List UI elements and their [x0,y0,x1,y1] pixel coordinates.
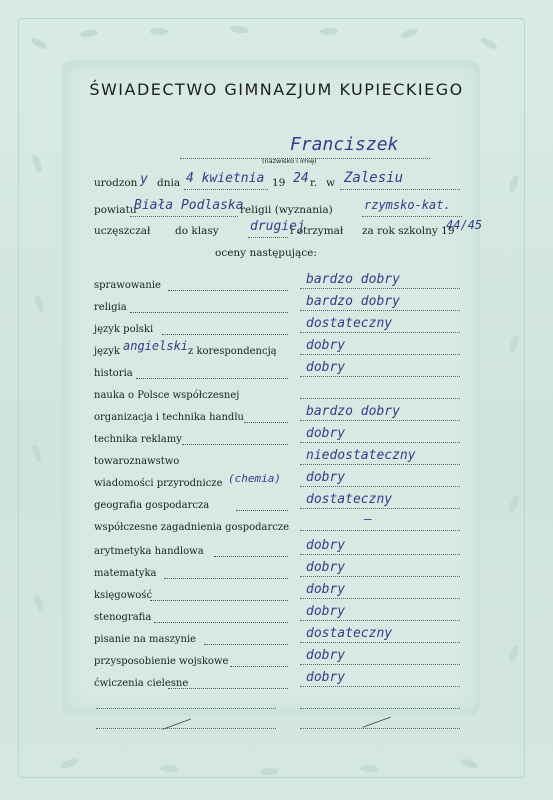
subject-label: księgowość [94,590,153,601]
subject-grade: bardzo dobry [306,272,400,287]
leader-dots [130,312,288,313]
science-specifier: (chemia) [228,472,281,485]
place-underline [340,189,460,190]
subject-grade: dobry [306,538,346,553]
subject-label: pisanie na maszynie [94,634,197,645]
leader-dots [214,556,288,557]
leader-dots [136,378,288,379]
class-underline [248,237,288,238]
grade-line [300,530,460,531]
day-label: dnia [157,177,181,189]
born-label: urodzon [94,177,138,189]
subject-grade: dobry [306,426,346,441]
born-suffix: y [140,172,148,187]
leader-dots [244,422,288,423]
subject-grade: dobry [306,560,346,575]
grade-line [300,620,460,621]
subject-grade: dobry [306,648,346,663]
subject-label: arytmetyka handlowa [94,546,204,557]
grade-line [300,508,460,509]
subject-grade: bardzo dobry [306,294,400,309]
leaf-ornament [360,765,378,772]
grade-line [300,464,460,465]
grade-line [300,310,460,311]
grade-line [300,398,460,399]
grade-line [300,554,460,555]
religion-value: rzymsko-kat. [364,198,451,212]
subject-grade: dobry [306,470,346,485]
grade-line [300,576,460,577]
grade-line [300,486,460,487]
grade-line [300,642,460,643]
subject-grade: dobry [306,582,346,597]
subject-label: organizacja i technika handlu [94,412,244,423]
district-label: powiatu [94,204,137,216]
subject-grade: dostateczny [306,626,393,641]
grade-line [300,354,460,355]
subject-label-suffix: z korespondencją [188,346,277,357]
subject-grade: dobry [306,604,346,619]
subject-label: towaroznawstwo [94,456,180,467]
subject-grade: dostateczny [306,316,393,331]
leader-dots [164,578,288,579]
subject-grade: bardzo dobry [306,404,400,419]
birth-date: 4 kwietnia [186,171,265,186]
grade-line [300,420,460,421]
place-label: w [326,177,335,189]
leader-dots [236,510,288,511]
leaf-ornament [260,768,278,775]
leader-dots [168,290,288,291]
district-value: Biała Podlaska [134,198,244,213]
class-label: do klasy [175,225,219,237]
subject-grade: dobry [306,338,346,353]
leaf-ornament [320,28,338,35]
leader-dots [230,666,288,667]
leader-dots [204,644,288,645]
subject-label: sprawowanie [94,280,161,291]
school-year-label: za rok szkolny 19 [362,225,455,237]
received-label: i otrzymał [290,225,344,237]
subject-label: wiadomości przyrodnicze [94,478,223,489]
grade-line [300,728,460,729]
leader-dots [168,688,288,689]
class-value: drugiej [250,219,305,234]
subject-label: przysposobienie wojskowe [94,656,229,667]
leader-dots [154,622,288,623]
grade-line [300,664,460,665]
grade-line [300,376,460,377]
leaf-ornament [160,765,178,772]
subject-grade: niedostateczny [306,448,416,463]
empty-row-line [96,728,276,729]
subject-label: ćwiczenia cielesne [94,678,189,689]
student-name: Franciszek [290,134,399,155]
subject-label: współczesne zagadnienia gospodarcze [94,522,290,533]
subject-label: język polski [94,324,154,335]
grade-line [300,686,460,687]
religion-label: religii (wyznania) [240,204,333,216]
leader-dots [162,334,288,335]
grade-line [300,442,460,443]
date-underline [184,189,268,190]
grade-line [300,598,460,599]
grade-line [300,332,460,333]
subject-label: język [94,346,120,357]
leader-dots [150,600,288,601]
year-suffix: r. [310,177,318,189]
name-caption: (nazwisko i imię) [262,157,317,165]
subject-label: technika reklamy [94,434,182,445]
birth-place: Zalesiu [344,170,404,186]
religion-underline [362,216,462,217]
leader-dots [182,444,288,445]
subject-label: geografia gospodarcza [94,500,210,511]
grades-heading: oceny następujące: [215,247,317,259]
subject-label: stenografia [94,612,152,623]
attended-label: uczęszczał [94,225,151,237]
subject-label: nauka o Polsce współczesnej [94,390,240,401]
subject-grade: dobry [306,670,346,685]
school-year-value: 44/45 [446,218,483,232]
subject-label: religia [94,302,127,313]
subject-label: matematyka [94,568,157,579]
grade-line [300,288,460,289]
subject-label: historia [94,368,133,379]
district-underline [130,216,238,217]
subject-grade: dostateczny [306,492,393,507]
birth-year: 24 [293,171,309,186]
subject-grade: dobry [306,360,346,375]
language-value: angielski [123,339,189,353]
year-prefix: 19 [272,177,286,189]
leaf-ornament [150,28,168,35]
subject-grade: — [364,512,372,527]
document-title: ŚWIADECTWO GIMNAZJUM KUPIECKIEGO [89,80,464,99]
